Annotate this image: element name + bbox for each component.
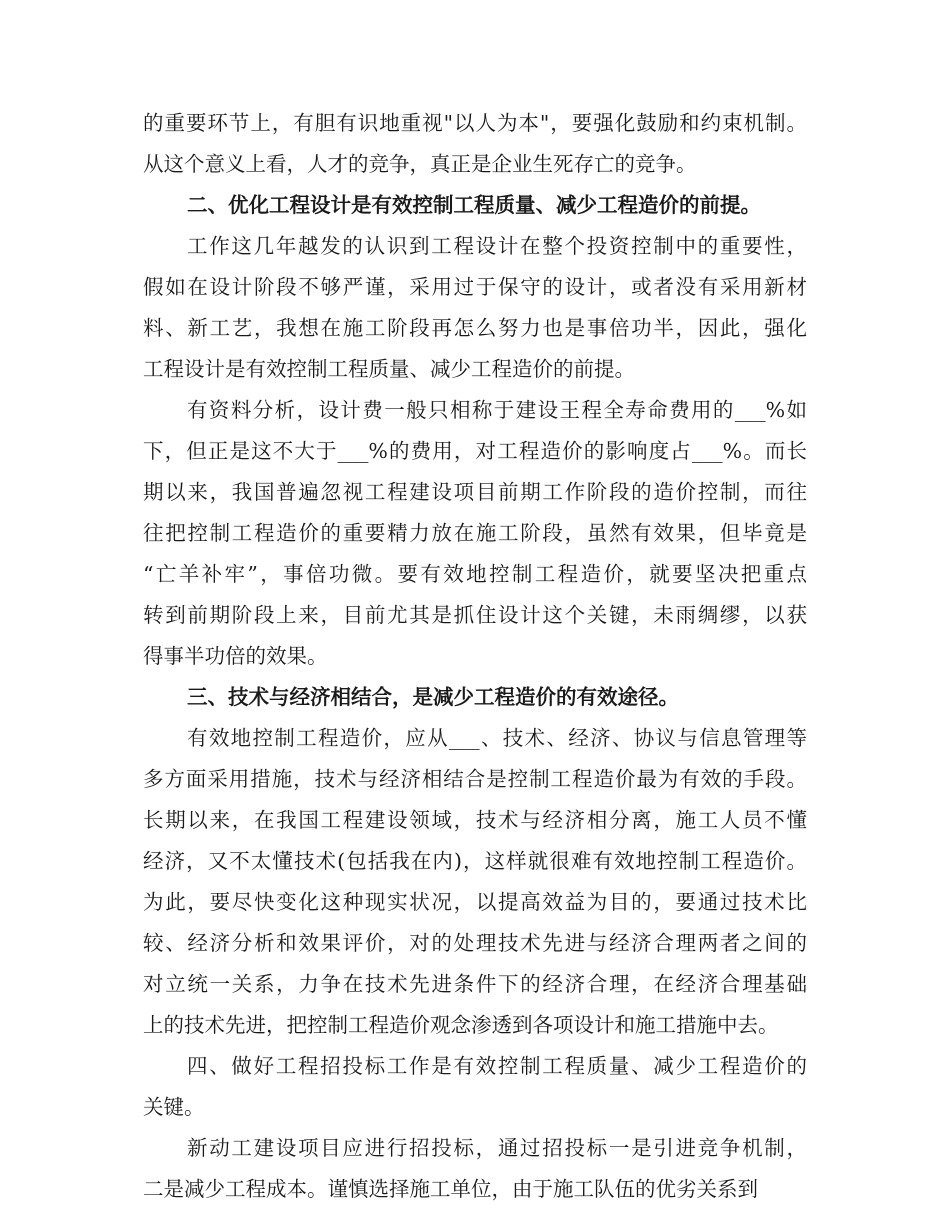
text-line: 有资料分析，设计费一般只相称于建设王程全寿命费用的___%如 bbox=[187, 398, 807, 422]
text-line: “亡羊补牢”，事倍功微。要有效地控制工程造价，就要坚决把重点 bbox=[143, 562, 807, 586]
text-line: 为此，要尽快变化这种现实状况，以提高效益为目的，要通过技术比 bbox=[143, 890, 807, 914]
text-line: 四、做好工程招投标工作是有效控制工程质量、减少工程造价的 bbox=[187, 1054, 807, 1078]
text-line: 二、优化工程设计是有效控制工程质量、减少工程造价的前提。 bbox=[187, 193, 761, 217]
paragraph bbox=[143, 103, 807, 185]
text-line: 经济，又不太懂技术(包括我在内)，这样就很难有效地控制工程造价。 bbox=[143, 849, 807, 873]
paragraph bbox=[143, 1046, 807, 1128]
paragraph bbox=[143, 718, 807, 1046]
text-line: 往把控制工程造价的重要精力放在施工阶段，虽然有效果，但毕竟是 bbox=[143, 521, 807, 545]
text-line: 二是减少工程成本。谨慎选择施工单位，由于施工队伍的优劣关系到 bbox=[143, 1177, 758, 1201]
text-line: 关键。 bbox=[143, 1095, 205, 1119]
text-line: 新动工建设项目应进行招投标，通过招投标一是引进竞争机制， bbox=[187, 1136, 807, 1160]
text-line: 长期以来，在我国工程建设领域，技术与经济相分离，施工人员不懂 bbox=[143, 808, 807, 832]
text-line: 工作这几年越发的认识到工程设计在整个投资控制中的重要性， bbox=[187, 234, 807, 258]
text-line: 有效地控制工程造价，应从___、技术、经济、协议与信息管理等 bbox=[187, 726, 807, 750]
text-line: 三、技术与经济相结合，是减少工程造价的有效途径。 bbox=[187, 685, 679, 709]
text-line: 转到前期阶段上来，目前尤其是抓住设计这个关键，未雨绸缪，以获 bbox=[143, 603, 807, 627]
section-heading bbox=[143, 185, 807, 226]
text-line: 料、新工艺，我想在施工阶段再怎么努力也是事倍功半，因此，强化 bbox=[143, 316, 807, 340]
text-line: 下，但正是这不大于___%的费用，对工程造价的影响度占___%。而长 bbox=[143, 439, 807, 463]
text-line: 从这个意义上看，人才的竞争，真正是企业生死存亡的竞争。 bbox=[143, 152, 697, 176]
paragraph bbox=[143, 226, 807, 390]
text-line: 得事半功倍的效果。 bbox=[143, 644, 328, 668]
paragraph bbox=[143, 390, 807, 677]
document-body bbox=[143, 103, 807, 1210]
paragraph bbox=[143, 1128, 807, 1210]
text-line: 较、经济分析和效果评价，对的处理技术先进与经济合理两者之间的 bbox=[143, 931, 807, 955]
text-line: 假如在设计阶段不够严谨，采用过于保守的设计，或者没有采用新材 bbox=[143, 275, 807, 299]
text-line: 上的技术先进，把控制工程造价观念渗透到各项设计和施工措施中去。 bbox=[143, 1013, 779, 1037]
section-heading bbox=[143, 677, 807, 718]
text-line: 对立统一关系，力争在技术先进条件下的经济合理，在经济合理基础 bbox=[143, 972, 807, 996]
text-line: 期以来，我国普遍忽视工程建设项目前期工作阶段的造价控制，而往 bbox=[143, 480, 807, 504]
text-line: 工程设计是有效控制工程质量、减少工程造价的前提。 bbox=[143, 357, 635, 381]
text-line: 的重要环节上，有胆有识地重视"以人为本"，要强化鼓励和约束机制。 bbox=[143, 111, 807, 135]
text-line: 多方面采用措施，技术与经济相结合是控制工程造价最为有效的手段。 bbox=[143, 767, 807, 791]
